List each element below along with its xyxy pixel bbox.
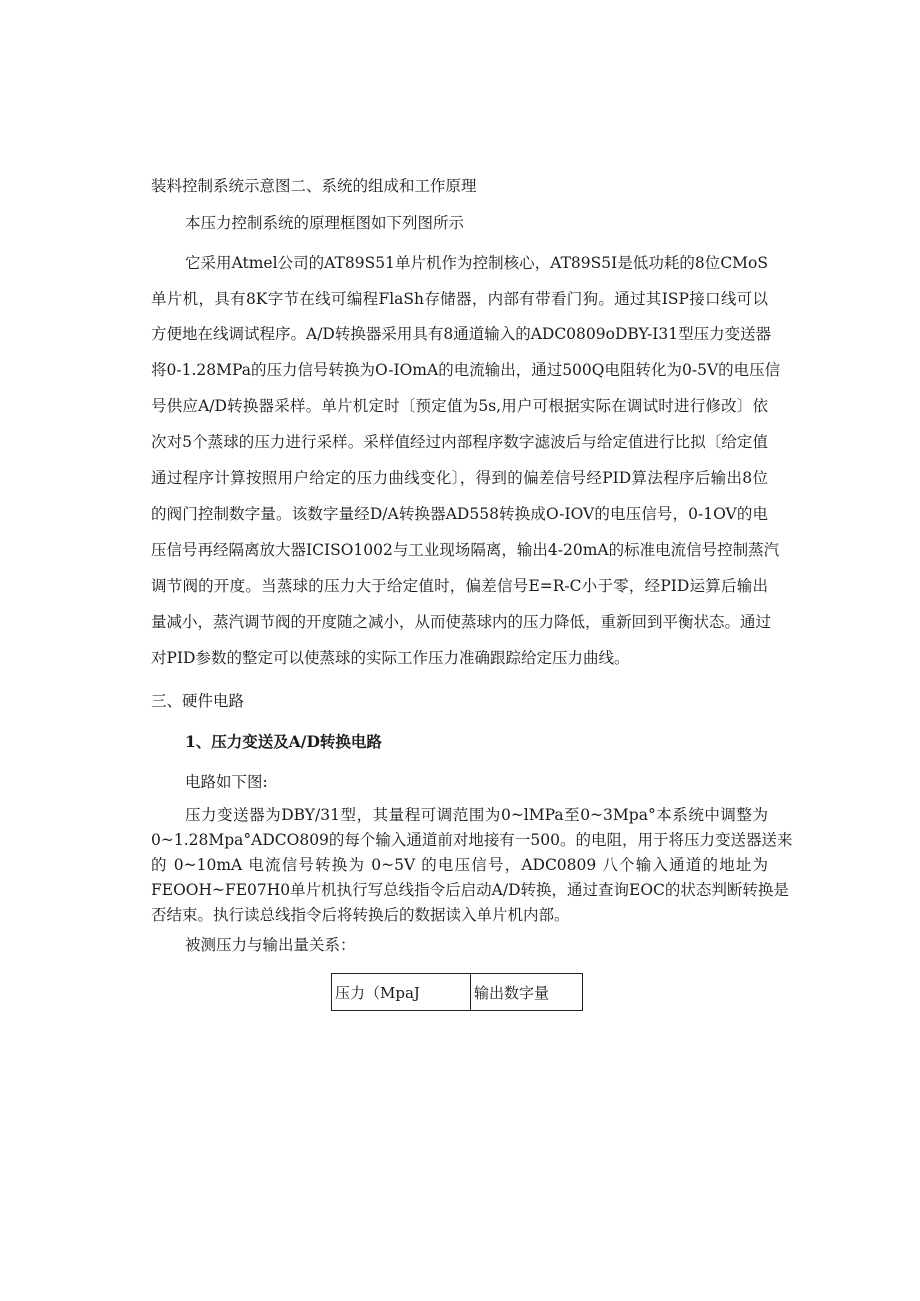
heading-line: 装料控制系统示意图二、系统的组成和工作原理 (151, 177, 477, 195)
circuit-label: 电路如下图: (185, 773, 268, 791)
paragraph2-line: 否结束。执行读总线指令后将转换后的数据读入单片机内部。 (151, 906, 570, 924)
table-header-row (332, 974, 583, 1011)
paragraph1-line: 号供应A/D转换器采样。单片机定时〔预定值为5s,用户可根据实际在调试时进行修改〕依 (151, 397, 768, 415)
paragraph1-line: 方便地在线调试程序。A/D转换器采用具有8通道输入的ADC0809oDBY-I31型压力变送器 (151, 325, 772, 343)
paragraph1-line: 调节阀的开度。当蒸球的压力大于给定值时，偏差信号E=R-C小于零，经PID运算后输出 (151, 577, 768, 595)
paragraph1-line: 量减小，蒸汽调节阀的开度随之减小，从而使蒸球内的压力降低，重新回到平衡状态。通过 (151, 613, 772, 631)
paragraph1-line: 单片机，具有8K字节在线可编程FlaSh存储器，内部有带看门狗。通过其ISP接口线可以 (151, 290, 768, 308)
paragraph1-line: 压信号再经隔离放大器ICISO1002与工业现场隔离，输出4-20mA的标准电流信号控制蒸汽 (151, 541, 780, 559)
paragraph2-line: FEOOH~FE07H0单片机执行写总线指令后启动A/D转换，通过查询EOC的状态判断转换是 (151, 881, 789, 899)
pressure-output-table (331, 973, 583, 1011)
paragraph1-line: 对PID参数的整定可以使蒸球的实际工作压力准确跟踪给定压力曲线。 (151, 649, 630, 667)
paragraph1-line: 次对5个蒸球的压力进行采样。采样值经过内部程序数字滤波后与给定值进行比拟〔给定值 (151, 433, 768, 451)
paragraph1-line: 的阀门控制数字量。该数字量经D/A转换器AD558转换成O-IOV的电压信号，0-1OV的电 (151, 505, 768, 523)
relation-label: 被测压力与输出量关系： (185, 936, 356, 954)
intro-line: 本压力控制系统的原理框图如下列图所示 (185, 214, 465, 232)
subsection1-title: 1、压力变送及A/D转换电路 (185, 732, 382, 751)
section3-title: 三、硬件电路 (151, 692, 245, 710)
table-header-cell: 压力（MpaJ (332, 974, 471, 1011)
table-header-cell: 输出数字量 (471, 974, 583, 1011)
paragraph2-line: 的 0~10mA 电流信号转换为 0~5V 的电压信号，ADC0809 八个输入通道的地址为 (151, 856, 768, 874)
paragraph1-line: 通过程序计算按照用户给定的压力曲线变化〕，得到的偏差信号经PID算法程序后输出8位 (151, 469, 768, 487)
paragraph2-line: 0~1.28Mpa°ADCO809的每个输入通道前对地接有一500。的电阻，用于将压力变送器送来 (151, 831, 793, 849)
paragraph1-line: 将0-1.28MPa的压力信号转换为O-IOmA的电流输出，通过500Q电阻转化为0-5V的电压信 (151, 361, 781, 379)
paragraph2-line: 压力变送器为DBY/31型，其量程可调范围为0~lMPa至0~3Mpa°本系统中调整为 (185, 806, 768, 824)
paragraph1-line: 它采用Atmel公司的AT89S51单片机作为控制核心，AT89S5I是低功耗的8位CMoS (185, 254, 768, 272)
